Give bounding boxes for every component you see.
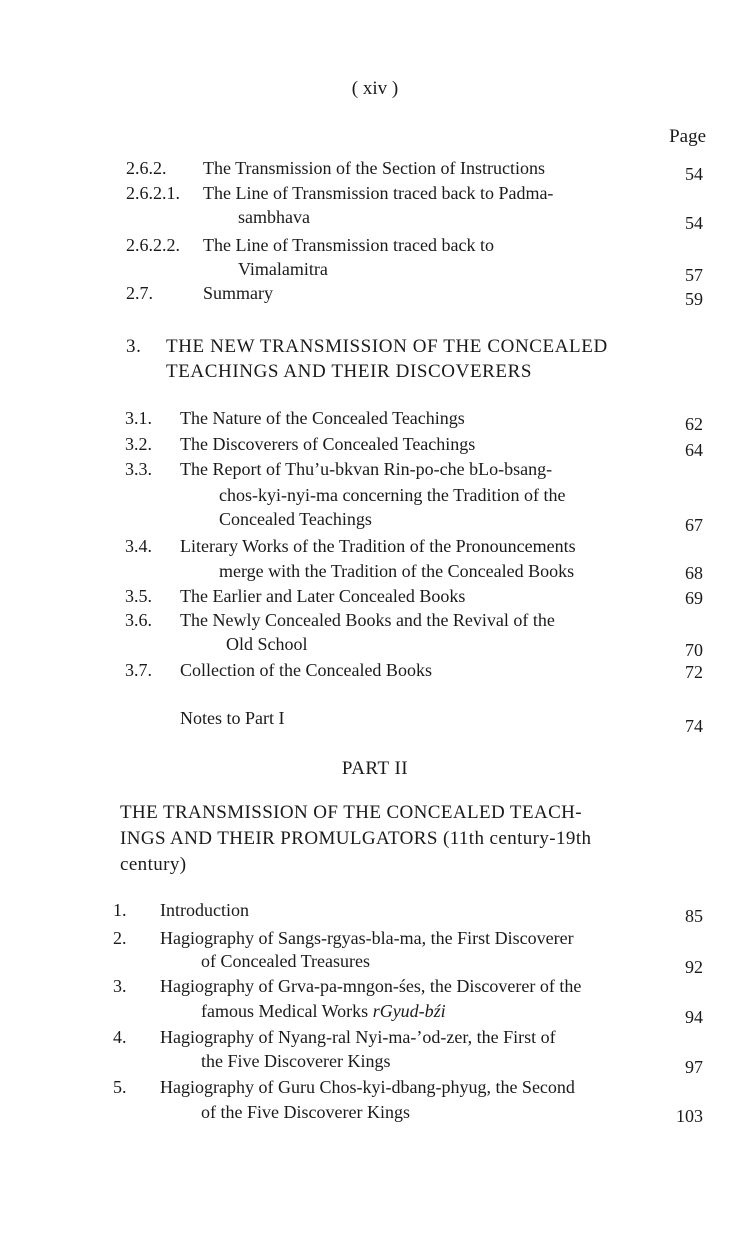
entry-title: Hagiography of Grva-pa-mngon-śes, the Discoverer of the bbox=[160, 976, 582, 996]
work-title: rGyud-bźi bbox=[372, 1001, 446, 1021]
entry-title-text: famous Medical Works bbox=[201, 1001, 369, 1021]
entry-page: 72 bbox=[685, 662, 703, 682]
entry-page: 85 bbox=[685, 906, 703, 926]
part-heading-line: INGS AND THEIR PROMULGATORS (11th century-19th bbox=[120, 828, 592, 849]
entry-page: 69 bbox=[685, 588, 703, 608]
entry-title: Introduction bbox=[160, 900, 249, 920]
folio: ( xiv ) bbox=[351, 78, 399, 99]
entry-title: The Discoverers of Concealed Teachings bbox=[180, 434, 476, 454]
entry-title-cont: Old School bbox=[226, 634, 308, 654]
entry-title-cont: sambhava bbox=[238, 207, 310, 227]
entry-title-cont: of the Five Discoverer Kings bbox=[201, 1102, 410, 1122]
entry-number: 3. bbox=[113, 976, 127, 996]
part-heading-line: century) bbox=[120, 854, 187, 875]
entry-title-cont: Vimalamitra bbox=[238, 259, 328, 279]
entry-page: 70 bbox=[685, 640, 703, 660]
entry-page: 103 bbox=[676, 1106, 703, 1126]
entry-title-cont bbox=[201, 999, 446, 1023]
entry-title: Summary bbox=[203, 283, 273, 303]
section-number: 3. bbox=[126, 336, 142, 357]
section-heading-line: THE NEW TRANSMISSION OF THE CONCEALED bbox=[166, 336, 608, 357]
entry-number: 3.6. bbox=[125, 610, 152, 630]
entry-title: The Transmission of the Section of Instructions bbox=[203, 158, 545, 178]
entry-page: 54 bbox=[685, 213, 703, 233]
entry-title: The Report of Thu’u-bkvan Rin-po-che bLo-bsang- bbox=[180, 459, 553, 479]
entry-number: 3.4. bbox=[125, 536, 152, 556]
notes-entry-page: 74 bbox=[685, 716, 703, 736]
entry-number: 2.7. bbox=[126, 283, 153, 303]
entry-page: 62 bbox=[685, 414, 703, 434]
entry-number: 2.6.2.1. bbox=[126, 183, 180, 203]
entry-number: 2.6.2. bbox=[126, 158, 167, 178]
entry-title: Hagiography of Nyang-ral Nyi-ma-’od-zer, the First of bbox=[160, 1027, 556, 1047]
entry-page: 67 bbox=[685, 515, 703, 535]
entry-page: 92 bbox=[685, 957, 703, 977]
entry-page: 68 bbox=[685, 563, 703, 583]
entry-title: Literary Works of the Tradition of the Pronouncements bbox=[180, 536, 576, 556]
entry-number: 3.2. bbox=[125, 434, 152, 454]
entry-title-cont: the Five Discoverer Kings bbox=[201, 1051, 391, 1071]
section-3-heading bbox=[126, 334, 716, 394]
entry-title: The Line of Transmission traced back to Padma- bbox=[203, 183, 554, 203]
entry-number: 2. bbox=[113, 928, 127, 948]
section-heading-line: TEACHINGS AND THEIR DISCOVERERS bbox=[166, 361, 533, 382]
entry-number: 3.7. bbox=[125, 660, 152, 680]
entry-title: The Nature of the Concealed Teachings bbox=[180, 408, 465, 428]
entry-title: Hagiography of Guru Chos-kyi-dbang-phyug, the Second bbox=[160, 1077, 575, 1097]
entry-page: 54 bbox=[685, 164, 703, 184]
entry-title-cont: chos-kyi-nyi-ma concerning the Tradition of the bbox=[219, 485, 566, 505]
entry-page: 97 bbox=[685, 1057, 703, 1077]
entry-title-cont: Concealed Teachings bbox=[219, 509, 372, 529]
entry-title: The Newly Concealed Books and the Revival of the bbox=[180, 610, 555, 630]
entry-number: 3.3. bbox=[125, 459, 152, 479]
entry-page: 59 bbox=[685, 289, 703, 309]
entry-title: Collection of the Concealed Books bbox=[180, 660, 432, 680]
entry-page: 57 bbox=[685, 265, 703, 285]
entry-number: 3.1. bbox=[125, 408, 152, 428]
entry-page: 94 bbox=[685, 1007, 703, 1027]
entry-page: 64 bbox=[685, 440, 703, 460]
entry-number: 3.5. bbox=[125, 586, 152, 606]
entry-title-cont: of Concealed Treasures bbox=[201, 951, 370, 971]
notes-entry-label: Notes to Part I bbox=[180, 708, 285, 728]
part-label: PART II bbox=[341, 758, 409, 779]
entry-number: 5. bbox=[113, 1077, 127, 1097]
entry-number: 4. bbox=[113, 1027, 127, 1047]
entry-title-cont: merge with the Tradition of the Concealed Books bbox=[219, 561, 575, 581]
entry-title: The Line of Transmission traced back to bbox=[203, 235, 494, 255]
page-column-label: Page bbox=[669, 126, 706, 147]
part-2-heading bbox=[120, 800, 710, 878]
entry-title: Hagiography of Sangs-rgyas-bla-ma, the First Discoverer bbox=[160, 928, 574, 948]
part-heading-line: THE TRANSMISSION OF THE CONCEALED TEACH- bbox=[120, 802, 582, 823]
entry-title: The Earlier and Later Concealed Books bbox=[180, 586, 466, 606]
entry-number: 2.6.2.2. bbox=[126, 235, 180, 255]
entry-number: 1. bbox=[113, 900, 127, 920]
